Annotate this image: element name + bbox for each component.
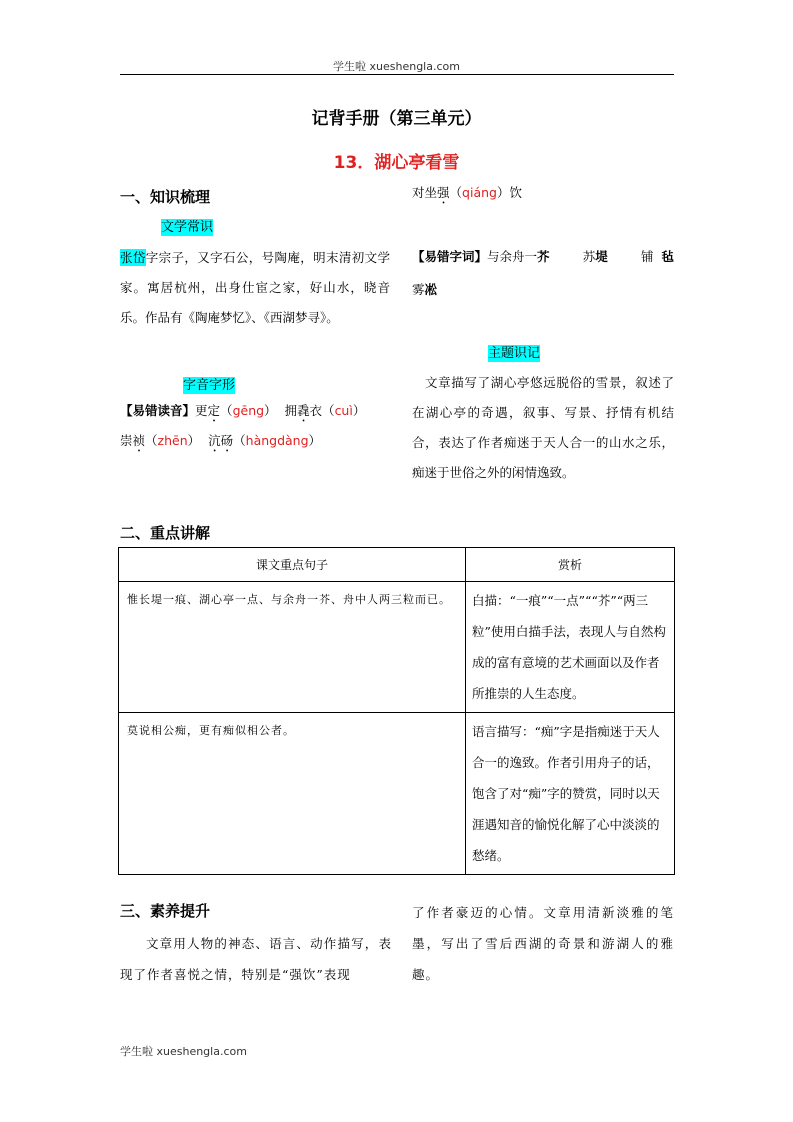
lesson-title: 13．湖心亭看雪 xyxy=(333,153,460,173)
words-block xyxy=(412,240,674,306)
literacy-text-left: 文章用人物的神态、语言、动作描写，表现了作者喜悦之情，特别是“强饮”表现 xyxy=(120,936,392,982)
theme-paragraph: 文章描写了湖心亭悠远脱俗的雪景，叙述了在湖心亭的奇遇，叙事、写景、抒情有机结合，表达了作者痴迷于天人合一的山水之乐，痴迷于世俗之外的闲情逸致。 xyxy=(412,375,674,480)
section-heading-literacy: 三、素养提升 xyxy=(120,902,211,920)
pinyin: zhēn xyxy=(157,433,188,448)
dot-char: 定 xyxy=(207,403,221,418)
pinyin: hàngdàng xyxy=(245,433,309,448)
analysis-cell: 白描：“一痕”“一点”““芥”“两三粒”使用白描手法，表现人与自然构成的富有意境的艺术画面以及作者所推崇的人生态度。 xyxy=(466,582,675,713)
column-header: 课文重点句子 xyxy=(119,548,466,582)
dot-char: 祯 xyxy=(132,433,146,448)
pronunciation-prefix: 【易错读音】 xyxy=(120,403,196,418)
key-points-table xyxy=(118,547,675,875)
words-line-2: 雾凇 xyxy=(412,282,438,297)
author-name: 张岱 xyxy=(120,250,146,265)
literature-text: 字宗子，又字石公，号陶庵，明末清初文学家。寓居杭州，出身仕宦之家，好山水，晓音乐。作品有《陶庵梦忆》、《西湖梦寻》。 xyxy=(120,250,390,325)
pronunciation-line-1: 【易错读音】更定（gēng） 拥毳衣（cuì） xyxy=(120,403,366,418)
page-footer: 学生啦 xueshengla.com xyxy=(120,1045,247,1058)
literature-label xyxy=(161,216,213,235)
pinyin: gēng xyxy=(232,403,265,418)
analysis-cell: 语言描写：“痴”字是指痴迷于天人合一的逸致。作者引用舟子的话，饱含了对“痴”字的赞赏，同时以天涯遇知音的愉悦化解了心中淡淡的愁绪。 xyxy=(466,713,675,875)
words-prefix: 【易错字词】 xyxy=(412,249,488,264)
dot-char: 强 xyxy=(437,185,450,200)
pronunciation-line-3: 对坐强（qiáng）饮 xyxy=(412,185,523,200)
section-heading-key-points: 二、重点讲解 xyxy=(120,524,211,542)
sentence-cell: 莫说相公痴，更有痴似相公者。 xyxy=(119,713,466,875)
page-header: 学生啦 xueshengla.com xyxy=(333,60,460,73)
literature-paragraph xyxy=(120,243,390,333)
words-line-1: 【易错字词】与余舟一芥 苏堤 铺 毡 xyxy=(412,249,674,264)
column-header: 赏析 xyxy=(466,548,675,582)
dot-char: 沆砀 xyxy=(208,433,234,448)
table-header-row xyxy=(119,548,675,582)
theme-label xyxy=(488,342,540,361)
literacy-text-right: 了作者豪迈的心情。文章用清新淡雅的笔墨，写出了雪后西湖的奇景和游湖人的雅趣。 xyxy=(412,905,674,982)
table-row xyxy=(119,713,675,875)
pronunciation-label-text: 字音字形 xyxy=(183,378,236,393)
pinyin: qiáng xyxy=(462,185,497,200)
pronunciation-label xyxy=(183,374,235,393)
pinyin: cuì xyxy=(334,403,353,418)
page-title: 记背手册（第三单元） xyxy=(311,109,482,129)
header-divider xyxy=(120,74,674,75)
table-row xyxy=(119,582,675,713)
sentence-cell: 惟长堤一痕、湖心亭一点、与余舟一芥、舟中人两三粒而已。 xyxy=(119,582,466,713)
pronunciation-line-2: 崇祯（zhēn） 沆砀（hàngdàng） xyxy=(120,433,322,448)
section-heading-knowledge: 一、知识梳理 xyxy=(120,188,211,206)
pronunciation-block xyxy=(120,396,395,456)
theme-label-text: 主题识记 xyxy=(488,346,541,361)
literature-label-text: 文学常识 xyxy=(161,220,214,235)
dot-char: 毳 xyxy=(297,403,310,418)
